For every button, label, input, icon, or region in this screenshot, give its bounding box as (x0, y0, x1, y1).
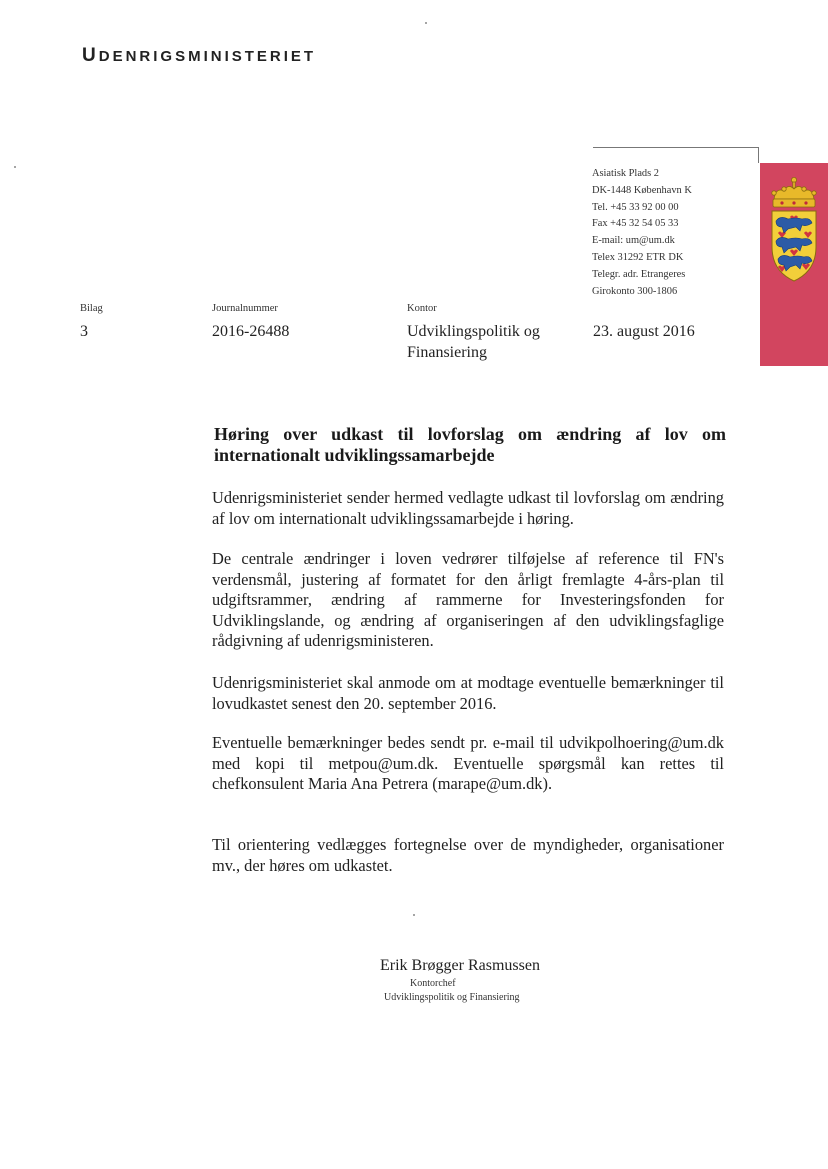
journal-label: Journalnummer (212, 303, 278, 314)
address-line: Asiatisk Plads 2 (592, 168, 659, 179)
bilag-label: Bilag (80, 303, 103, 314)
address-block (592, 166, 692, 300)
address-line: E-mail: um@um.dk (592, 235, 675, 247)
address-line: Telegr. adr. Etrangeres (592, 268, 686, 280)
kontor-value-line: Udviklingspolitik og (407, 323, 540, 340)
address-line: Tel. +45 33 92 00 00 (592, 201, 679, 213)
danish-coat-of-arms-icon (766, 175, 822, 287)
letter-title: Høring over udkast til lovforslag om ændring af lov om internationalt udviklingssamarbejde (214, 424, 726, 465)
letter-paragraph: De centrale ændringer i loven vedrører tilføjelse af reference til FN's verdensmål, justering af formatet for den årligt fremlagte 4-års-plan til udgiftsrammer, ændring af rammerne for Investeringsfonden for Udviklingslande, og ændring af organiseringen af den udviklingsfaglige rådgivning af udenrigsministeren. (212, 549, 724, 651)
signature-office: Udviklingspolitik og Finansiering (384, 992, 520, 1003)
ministry-heading (82, 45, 316, 67)
letter-date: 23. august 2016 (593, 323, 695, 340)
scan-speck (413, 914, 415, 916)
address-line: Girokonto 300-1806 (592, 285, 678, 297)
journal-number: 2016-26488 (212, 323, 290, 340)
signature-title: Kontorchef (410, 978, 456, 989)
kontor-value (407, 321, 540, 363)
letter-paragraph: Eventuelle bemærkninger bedes sendt pr. e-mail til udvikpolhoering@um.dk med kopi til metpou@um.dk. Eventuelle spørgsmål kan rettes til chefkonsulent Maria Ana Petrera (marape@um.dk). (212, 733, 724, 794)
scan-speck (14, 166, 16, 168)
ministry-heading-rest: DENRIGSMINISTERIET (98, 48, 317, 65)
kontor-label: Kontor (407, 303, 437, 314)
letter-paragraph: Til orientering vedlægges fortegnelse over de myndigheder, organisationer mv., der høres om udkastet. (212, 835, 724, 875)
kontor-value-line: Finansiering (407, 344, 487, 361)
ministry-heading-initial: U (82, 45, 99, 66)
signature-name: Erik Brøgger Rasmussen (380, 957, 540, 974)
letter-paragraph: Udenrigsministeriet skal anmode om at modtage eventuelle bemærkninger til lovudkastet senest den 20. september 2016. (212, 673, 724, 713)
address-line: Telex 31292 ETR DK (592, 251, 684, 263)
address-line: DK-1448 København K (592, 184, 692, 196)
address-divider (593, 147, 759, 148)
address-line: Fax +45 32 54 05 33 (592, 218, 679, 230)
letter-paragraph: Udenrigsministeriet sender hermed vedlagte udkast til lovforslag om ændring af lov om internationalt udviklingssamarbejde i høring. (212, 488, 724, 528)
scan-speck (425, 22, 427, 24)
address-divider-tick (758, 147, 759, 163)
bilag-value: 3 (80, 323, 88, 340)
